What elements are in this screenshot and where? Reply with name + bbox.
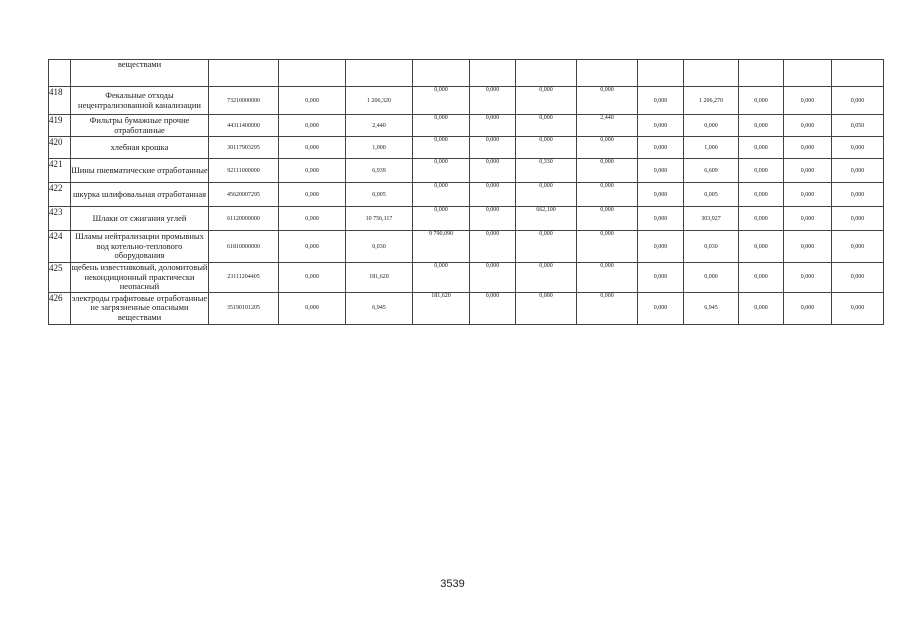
cell (346, 60, 413, 87)
fkko-code: 61810000000 (209, 231, 279, 263)
row-number: 422 (49, 183, 71, 207)
value-cell: 0,000 (784, 207, 832, 231)
page-number: 3539 (440, 578, 465, 590)
value-cell: 662,100 (516, 207, 577, 231)
waste-name: шкурка шлифовальная отработанная (71, 183, 209, 207)
value-cell: 0,000 (577, 263, 638, 293)
fkko-code: 92111000000 (209, 159, 279, 183)
value-cell: 0,000 (470, 87, 516, 115)
value-cell: 1,000 (684, 137, 739, 159)
value-cell: 0,000 (413, 207, 470, 231)
cell (832, 60, 884, 87)
value-cell: 0,000 (739, 159, 784, 183)
value-cell: 0,000 (577, 207, 638, 231)
value-cell: 0,000 (413, 87, 470, 115)
value-cell: 0,000 (684, 115, 739, 137)
fkko-code: 30117903295 (209, 137, 279, 159)
waste-name: электроды графитовые отработанные не загрязненные опасными веществами (71, 292, 209, 324)
table-row (49, 87, 884, 115)
value-cell: 0,000 (413, 183, 470, 207)
fkko-code: 44311400000 (209, 115, 279, 137)
value-cell: 0,000 (638, 231, 684, 263)
cell (784, 60, 832, 87)
waste-name: хлебная крошка (71, 137, 209, 159)
cell (516, 60, 577, 87)
value-cell: 0,000 (832, 292, 884, 324)
value-cell: 0,000 (413, 115, 470, 137)
value-cell: 0,000 (739, 87, 784, 115)
value-cell: 0,030 (684, 231, 739, 263)
value-cell: 0,000 (516, 87, 577, 115)
value-cell: 6,609 (684, 159, 739, 183)
value-cell: 0,000 (279, 115, 346, 137)
value-cell: 303,927 (684, 207, 739, 231)
fkko-code: 35190101205 (209, 292, 279, 324)
value-cell: 10 756,117 (346, 207, 413, 231)
table-row (49, 207, 884, 231)
value-cell: 0,000 (638, 87, 684, 115)
value-cell: 2,440 (346, 115, 413, 137)
value-cell: 0,000 (577, 159, 638, 183)
continued-row (49, 60, 884, 87)
value-cell: 0,000 (832, 87, 884, 115)
value-cell: 0,000 (279, 87, 346, 115)
cell (638, 60, 684, 87)
value-cell: 9 790,090 (413, 231, 470, 263)
value-cell: 1 206,270 (684, 87, 739, 115)
value-cell: 1 206,320 (346, 87, 413, 115)
value-cell: 0,000 (470, 231, 516, 263)
waste-name: Шлаки от сжигания углей (71, 207, 209, 231)
row-number: 418 (49, 87, 71, 115)
value-cell: 0,000 (470, 263, 516, 293)
row-number: 423 (49, 207, 71, 231)
value-cell: 0,000 (413, 137, 470, 159)
value-cell: 181,620 (413, 292, 470, 324)
cell (209, 60, 279, 87)
table-row (49, 137, 884, 159)
value-cell: 0,000 (638, 263, 684, 293)
value-cell: 0,000 (516, 115, 577, 137)
value-cell: 0,000 (832, 207, 884, 231)
value-cell: 0,000 (832, 231, 884, 263)
value-cell: 0,000 (832, 159, 884, 183)
value-cell: 0,000 (279, 292, 346, 324)
value-cell: 0,000 (739, 263, 784, 293)
value-cell: 0,000 (784, 263, 832, 293)
row-number: 425 (49, 263, 71, 293)
value-cell: 6,945 (346, 292, 413, 324)
value-cell: 0,005 (346, 183, 413, 207)
value-cell: 0,000 (279, 183, 346, 207)
value-cell: 0,005 (684, 183, 739, 207)
value-cell: 0,000 (470, 207, 516, 231)
value-cell: 0,000 (516, 292, 577, 324)
value-cell: 6,939 (346, 159, 413, 183)
value-cell: 0,000 (739, 207, 784, 231)
table-row (49, 263, 884, 293)
value-cell: 0,000 (832, 137, 884, 159)
table-row (49, 183, 884, 207)
waste-table (48, 59, 884, 325)
value-cell: 0,000 (470, 137, 516, 159)
value-cell: 0,000 (638, 183, 684, 207)
cell (279, 60, 346, 87)
waste-name: щебень известняковый, доломитовый некондиционный практически неопасный (71, 262, 208, 291)
cell (577, 60, 638, 87)
value-cell: 0,000 (279, 231, 346, 263)
waste-name: Шины пневматические отработанные (71, 159, 209, 183)
row-number: 421 (49, 159, 71, 183)
value-cell: 0,000 (784, 137, 832, 159)
cell (684, 60, 739, 87)
table-row (49, 159, 884, 183)
waste-name: Шламы нейтрализации промывных вод котельно-теплового оборудования (71, 231, 209, 263)
fkko-code: 61120000000 (209, 207, 279, 231)
value-cell: 181,620 (346, 263, 413, 293)
value-cell: 6,945 (684, 292, 739, 324)
value-cell: 0,030 (346, 231, 413, 263)
value-cell: 0,000 (279, 137, 346, 159)
value-cell: 0,000 (739, 231, 784, 263)
value-cell: 2,440 (577, 115, 638, 137)
value-cell: 0,050 (832, 115, 884, 137)
row-number (49, 60, 71, 87)
value-cell: 0,000 (638, 292, 684, 324)
value-cell: 0,000 (832, 263, 884, 293)
value-cell: 1,000 (346, 137, 413, 159)
waste-name: Фильтры бумажные прочие отработанные (71, 115, 209, 137)
value-cell: 0,000 (739, 292, 784, 324)
value-cell: 0,000 (470, 292, 516, 324)
table-row (49, 231, 884, 263)
cell (470, 60, 516, 87)
cell (739, 60, 784, 87)
value-cell: 0,000 (739, 183, 784, 207)
waste-name: Фекальные отходы нецентрализованной канализации (71, 87, 209, 115)
value-cell: 0,000 (784, 159, 832, 183)
value-cell: 0,000 (516, 137, 577, 159)
value-cell: 0,000 (470, 159, 516, 183)
value-cell: 0,000 (516, 231, 577, 263)
value-cell: 0,000 (784, 292, 832, 324)
value-cell: 0,000 (739, 137, 784, 159)
table-row (49, 292, 884, 324)
value-cell: 0,000 (577, 87, 638, 115)
value-cell: 0,000 (638, 207, 684, 231)
row-number: 426 (49, 292, 71, 324)
value-cell: 0,000 (832, 183, 884, 207)
value-cell: 0,000 (279, 263, 346, 293)
value-cell: 0,000 (784, 231, 832, 263)
value-cell: 0,000 (470, 183, 516, 207)
cell (413, 60, 470, 87)
value-cell: 0,000 (470, 115, 516, 137)
value-cell: 0,330 (516, 159, 577, 183)
table-row (49, 115, 884, 137)
row-number: 424 (49, 231, 71, 263)
value-cell: 0,000 (413, 263, 470, 293)
value-cell: 0,000 (279, 207, 346, 231)
value-cell: 0,000 (577, 183, 638, 207)
value-cell: 0,000 (684, 263, 739, 293)
waste-name: веществами (71, 60, 209, 87)
value-cell: 0,000 (516, 263, 577, 293)
value-cell: 0,000 (739, 115, 784, 137)
value-cell: 0,000 (577, 292, 638, 324)
row-number: 420 (49, 137, 71, 159)
fkko-code: 23111204405 (209, 263, 279, 293)
value-cell: 0,000 (279, 159, 346, 183)
value-cell: 0,000 (784, 87, 832, 115)
fkko-code: 45620007295 (209, 183, 279, 207)
row-number: 419 (49, 115, 71, 137)
value-cell: 0,000 (577, 137, 638, 159)
fkko-code: 73210000000 (209, 87, 279, 115)
value-cell: 0,000 (413, 159, 470, 183)
value-cell: 0,000 (516, 183, 577, 207)
value-cell: 0,000 (638, 159, 684, 183)
value-cell: 0,000 (638, 115, 684, 137)
value-cell: 0,000 (784, 183, 832, 207)
value-cell: 0,000 (784, 115, 832, 137)
value-cell: 0,000 (638, 137, 684, 159)
value-cell: 0,000 (577, 231, 638, 263)
